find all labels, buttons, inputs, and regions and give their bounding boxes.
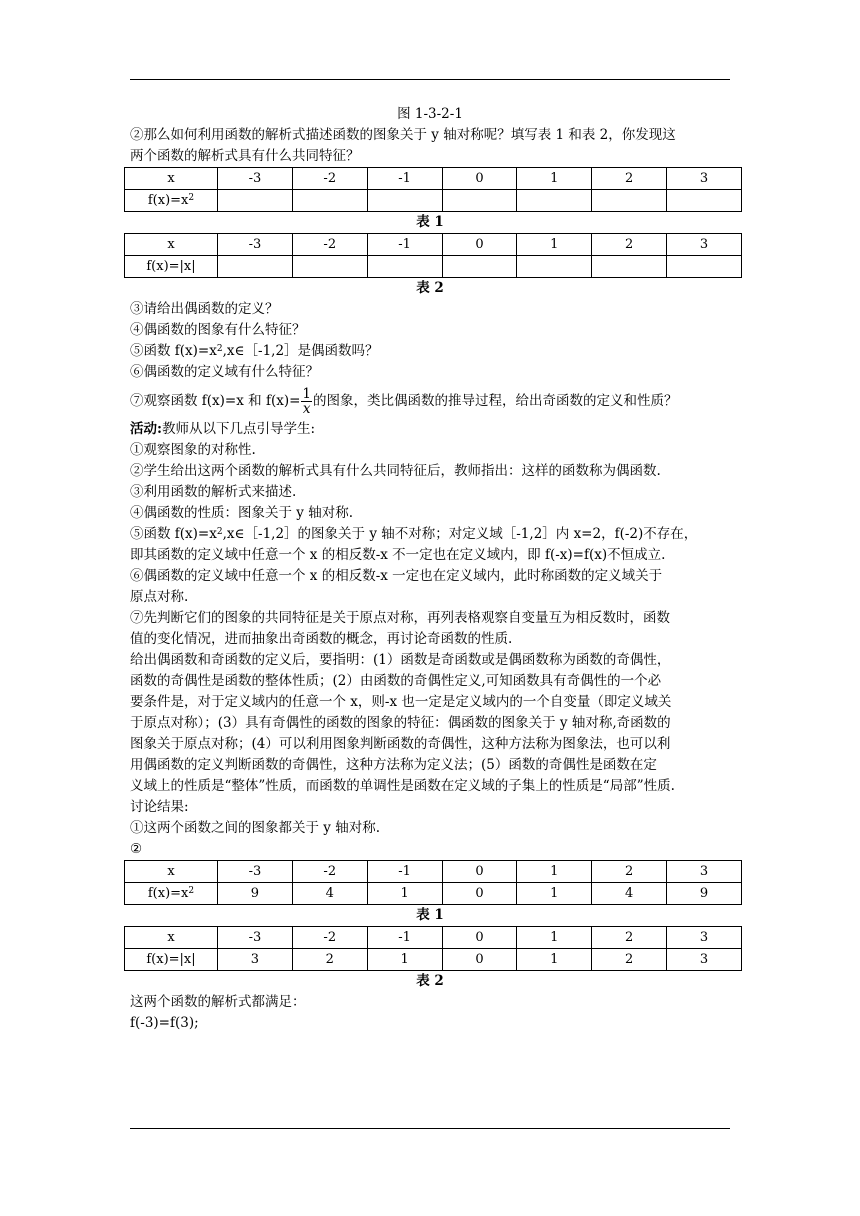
summary-line: 给出偶函数和奇函数的定义后，要指明：(1）函数是奇函数或是偶函数称为函数的奇偶性， bbox=[130, 652, 671, 668]
table-cell: -2 bbox=[292, 168, 367, 190]
table-cell: -3 bbox=[218, 861, 293, 883]
activity-heading: 活动:教师从以下几点引导学生: bbox=[130, 421, 316, 437]
table-cell: 2 bbox=[592, 234, 667, 256]
activity-item-3: ③利用函数的解析式来描述. bbox=[130, 484, 297, 500]
table-cell bbox=[367, 190, 442, 212]
table-cell bbox=[292, 256, 367, 278]
table-cell: 3 bbox=[667, 861, 742, 883]
table-cell: 2 bbox=[292, 949, 367, 971]
table-cell bbox=[442, 190, 517, 212]
summary-line: 用偶函数的定义判断函数的奇偶性，这种方法称为定义法；(5）函数的奇偶性是函数在定 bbox=[130, 757, 657, 773]
table-cell: 2 bbox=[592, 949, 667, 971]
activity-item-7: ⑦先判断它们的图象的共同特征是关于原点对称，再列表格观察自变量互为相反数时，函数 bbox=[130, 610, 670, 626]
figure-caption: 图 1-3-2-1 bbox=[397, 106, 463, 122]
table-cell bbox=[517, 256, 592, 278]
table-cell: 1 bbox=[367, 949, 442, 971]
table-cell: 1 bbox=[517, 234, 592, 256]
table-2-caption: 表 2 bbox=[416, 280, 444, 296]
discussion-item-1: ①这两个函数之间的图象都关于 y 轴对称. bbox=[130, 820, 380, 836]
table-cell: -3 bbox=[218, 927, 293, 949]
summary-line: 函数的奇偶性是函数的整体性质；(2）由函数的奇偶性定义,可知函数具有奇偶性的一个必 bbox=[130, 673, 662, 689]
activity-item-6-cont: 原点对称. bbox=[130, 589, 189, 605]
table-cell: 3 bbox=[667, 927, 742, 949]
activity-item-2: ②学生给出这两个函数的解析式具有什么共同特征后，教师指出：这样的函数称为偶函数. bbox=[130, 463, 661, 479]
question-7: ⑦观察函数 f(x)=x 和 f(x)= $\frac{1}{x}$ 的图象，类比偶函数的推导过程，给出奇函数的定义和性质？ bbox=[130, 386, 678, 417]
table-cell bbox=[292, 190, 367, 212]
table-header-x: x bbox=[125, 234, 218, 256]
table-cell bbox=[667, 256, 742, 278]
table-row bbox=[125, 927, 742, 949]
table-cell: 9 bbox=[218, 883, 293, 905]
table-cell: 1 bbox=[517, 168, 592, 190]
table-cell: -1 bbox=[367, 861, 442, 883]
table-2-blank bbox=[124, 233, 742, 278]
table-header-x: x bbox=[125, 927, 218, 949]
table-cell bbox=[667, 190, 742, 212]
activity-item-1: ①观察图象的对称性. bbox=[130, 442, 256, 458]
question-4: ④偶函数的图象有什么特征？ bbox=[130, 322, 306, 338]
header-rule bbox=[130, 79, 730, 80]
table-cell: 9 bbox=[667, 883, 742, 905]
summary-line: 图象关于原点对称；(4）可以利用图象判断函数的奇偶性，这种方法称为图象法，也可以利 bbox=[130, 736, 671, 752]
table-header-func: $f(x)=x^2$ bbox=[125, 883, 218, 905]
table-cell: 0 bbox=[442, 949, 517, 971]
table-cell: 0 bbox=[442, 234, 517, 256]
table-cell bbox=[592, 190, 667, 212]
question-5: ⑤函数 $f(x)=x^2,x\in[-1,2]$是偶函数吗？ bbox=[130, 343, 379, 359]
table-row bbox=[125, 168, 742, 190]
summary-line: 义域上的性质是“整体”性质，而函数的单调性是函数在定义域的子集上的性质是“局部”性质. bbox=[130, 778, 675, 794]
table-cell: -2 bbox=[292, 927, 367, 949]
table-cell: -2 bbox=[292, 234, 367, 256]
table-cell bbox=[592, 256, 667, 278]
table-cell bbox=[442, 256, 517, 278]
activity-item-5-cont: 即其函数的定义域中任意一个 x 的相反数-x 不一定也在定义域内，即 f(-x)=f(x)不恒成立. bbox=[130, 547, 666, 563]
table-cell: 3 bbox=[218, 949, 293, 971]
table-cell: 2 bbox=[592, 861, 667, 883]
table-header-func: f(x)=|x| bbox=[125, 256, 218, 278]
summary-line: 要条件是，对于定义域内的任意一个 x，则-x 也一定是定义域内的一个自变量（即定义域关 bbox=[130, 694, 672, 710]
fraction: $\frac{1}{x}$ bbox=[302, 386, 311, 417]
table-row bbox=[125, 256, 742, 278]
question-2-line-1: ②那么如何利用函数的解析式描述函数的图象关于 y 轴对称呢？填写表 1 和表 2，你发现这 bbox=[130, 127, 676, 143]
table-row bbox=[125, 190, 742, 212]
table-row bbox=[125, 861, 742, 883]
table-cell: -3 bbox=[218, 234, 293, 256]
table-header-func: f(x)=|x| bbox=[125, 949, 218, 971]
table-2-filled bbox=[124, 926, 742, 971]
table-cell: 2 bbox=[592, 168, 667, 190]
equation-line: f(-3)=f(3); bbox=[130, 1015, 199, 1031]
activity-item-4: ④偶函数的性质：图象关于 y 轴对称. bbox=[130, 505, 354, 521]
table-cell: -1 bbox=[367, 168, 442, 190]
conclusion-line: 这两个函数的解析式都满足： bbox=[130, 994, 306, 1010]
table-cell: 2 bbox=[592, 927, 667, 949]
table-cell: 3 bbox=[667, 168, 742, 190]
table-cell: 0 bbox=[442, 883, 517, 905]
table-cell: 1 bbox=[517, 927, 592, 949]
document-body bbox=[130, 104, 730, 1034]
table-cell: -3 bbox=[218, 168, 293, 190]
table-cell bbox=[517, 190, 592, 212]
table-cell: 1 bbox=[517, 949, 592, 971]
table-row bbox=[125, 883, 742, 905]
discussion-item-2: ② bbox=[130, 841, 143, 857]
question-2-line-2: 两个函数的解析式具有什么共同特征？ bbox=[130, 148, 360, 164]
table-cell: 1 bbox=[367, 883, 442, 905]
table-1-blank bbox=[124, 167, 742, 212]
table-cell: 3 bbox=[667, 234, 742, 256]
table-cell: -2 bbox=[292, 861, 367, 883]
table-header-func: $f(x)=x^2$ bbox=[125, 190, 218, 212]
table-row bbox=[125, 234, 742, 256]
footer-rule bbox=[130, 1128, 730, 1129]
table-1-filled bbox=[124, 860, 742, 905]
table-1-caption: 表 1 bbox=[416, 214, 444, 230]
table-cell: -1 bbox=[367, 927, 442, 949]
table-1-caption-filled: 表 1 bbox=[416, 907, 444, 923]
table-row bbox=[125, 949, 742, 971]
question-3: ③请给出偶函数的定义？ bbox=[130, 301, 279, 317]
table-cell: 4 bbox=[292, 883, 367, 905]
table-cell bbox=[218, 256, 293, 278]
activity-item-6: ⑥偶函数的定义域中任意一个 x 的相反数-x 一定也在定义域内，此时称函数的定义域关于 bbox=[130, 568, 663, 584]
table-header-x: x bbox=[125, 861, 218, 883]
activity-item-5: ⑤函数 $f(x)=x^2,x\in[-1,2]$的图象关于 y 轴不对称；对定义域［-1,2］内 x=2，f(-2)不存在， bbox=[130, 526, 698, 542]
table-cell: 0 bbox=[442, 927, 517, 949]
discussion-title: 讨论结果: bbox=[130, 799, 189, 815]
table-cell: 4 bbox=[592, 883, 667, 905]
table-cell bbox=[218, 190, 293, 212]
table-cell bbox=[367, 256, 442, 278]
activity-item-7-cont: 值的变化情况，进而抽象出奇函数的概念，再讨论奇函数的性质. bbox=[130, 631, 513, 647]
summary-line: 于原点对称）；(3）具有奇偶性的函数的图象的特征：偶函数的图象关于 y 轴对称,奇函数的 bbox=[130, 715, 671, 731]
table-2-caption-filled: 表 2 bbox=[416, 973, 444, 989]
table-cell: -1 bbox=[367, 234, 442, 256]
table-cell: 1 bbox=[517, 861, 592, 883]
question-6: ⑥偶函数的定义域有什么特征？ bbox=[130, 364, 319, 380]
table-header-x: x bbox=[125, 168, 218, 190]
table-cell: 3 bbox=[667, 949, 742, 971]
table-cell: 0 bbox=[442, 168, 517, 190]
table-cell: 1 bbox=[517, 883, 592, 905]
table-cell: 0 bbox=[442, 861, 517, 883]
